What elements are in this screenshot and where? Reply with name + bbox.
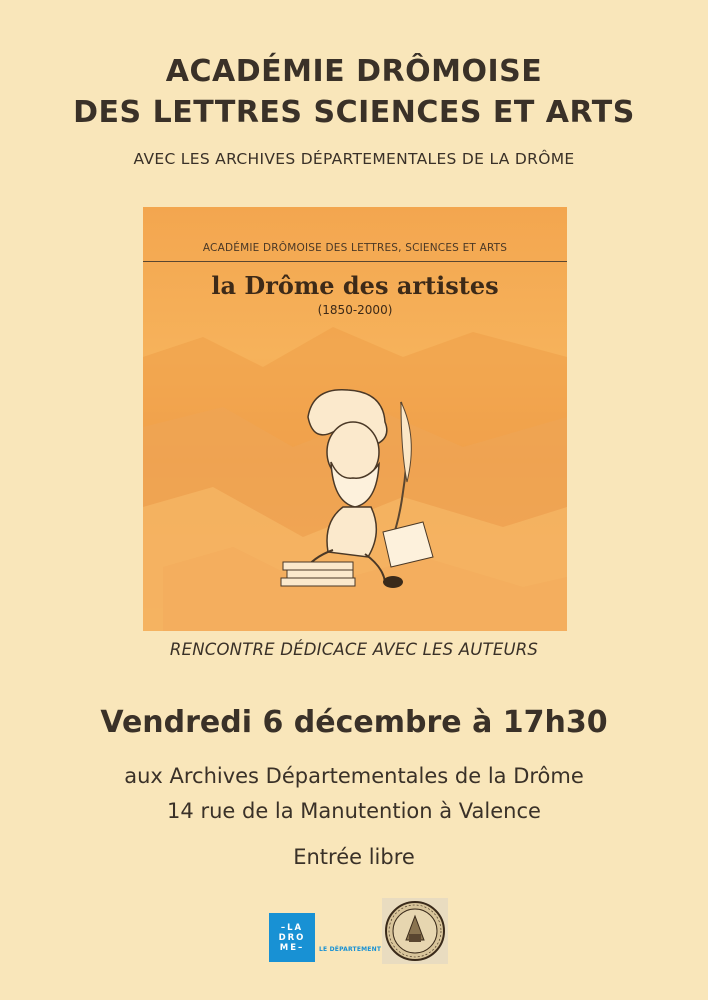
department-logo-line-3: ME–: [279, 942, 305, 953]
page-title-line-1: ACADÉMIE DRÔMOISE: [165, 54, 543, 89]
event-date: Vendredi 6 décembre à 17h30: [100, 705, 608, 740]
cover-divider: [143, 261, 567, 262]
department-logo: [269, 913, 315, 962]
venue-line-2: 14 rue de la Manutention à Valence: [167, 799, 541, 823]
entry-note: Entrée libre: [293, 845, 415, 869]
department-logo-line-2: DRO: [278, 932, 306, 943]
meeting-line: RENCONTRE DÉDICACE AVEC LES AUTEURS: [169, 640, 539, 659]
department-logo-line-1: –LA: [280, 922, 304, 933]
venue-line-1: aux Archives Départementales de la Drôme: [124, 764, 584, 788]
book-cover: [143, 207, 567, 631]
page-title-line-2: DES LETTRES SCIENCES ET ARTS: [73, 95, 635, 130]
cover-header: ACADÉMIE DRÔMOISE DES LETTRES, SCIENCES ET ARTS: [202, 242, 508, 254]
cover-dates: (1850-2000): [317, 303, 393, 317]
department-logo-caption: LE DÉPARTEMENT: [319, 946, 382, 953]
caricature-illustration: [273, 382, 443, 592]
academy-seal-logo: [382, 898, 448, 964]
cover-title: la Drôme des artistes: [211, 271, 499, 300]
page-subtitle: AVEC LES ARCHIVES DÉPARTEMENTALES DE LA DRÔME: [133, 150, 575, 168]
